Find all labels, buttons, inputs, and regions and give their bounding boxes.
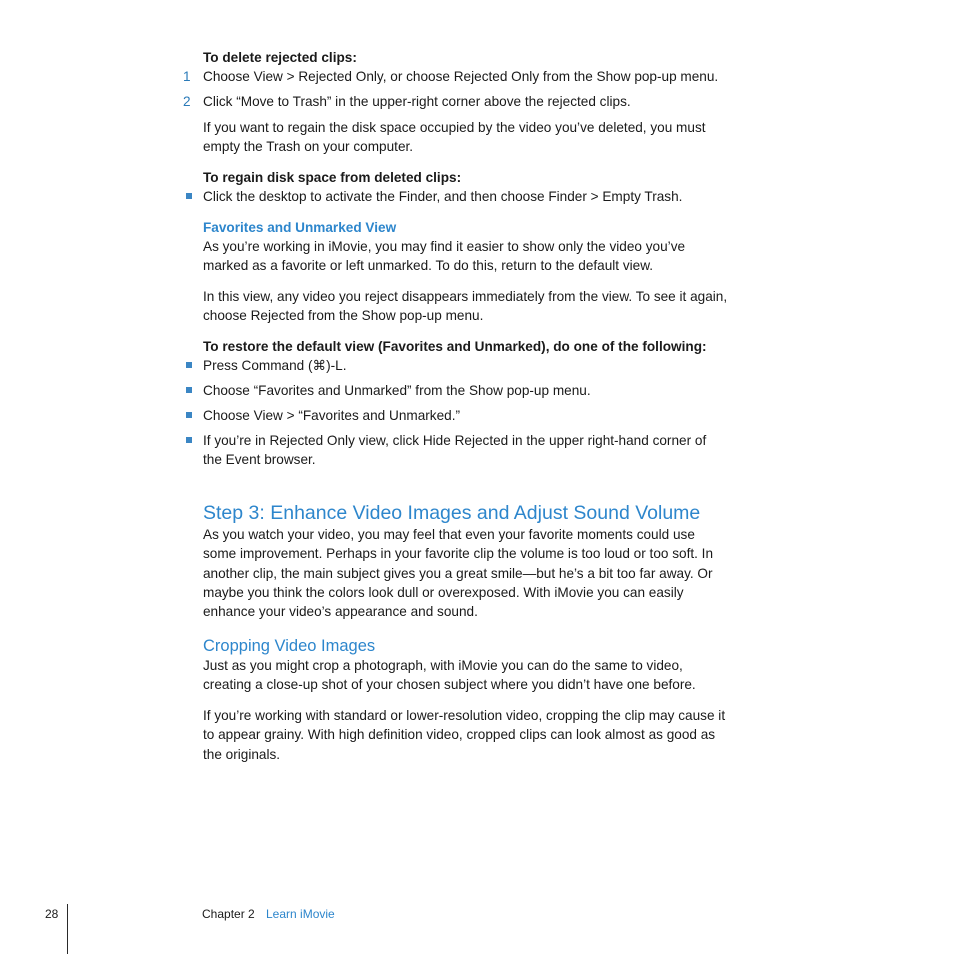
list-item: Press Command (⌘)-L. xyxy=(203,358,347,373)
favorites-heading: Favorites and Unmarked View xyxy=(203,220,397,235)
list-item: Choose View > “Favorites and Unmarked.” xyxy=(203,408,461,423)
bullet-icon xyxy=(186,362,192,368)
cropping-heading: Cropping Video Images xyxy=(203,637,376,655)
list-item: Choose “Favorites and Unmarked” from the Show pop-up menu. xyxy=(203,383,591,398)
cropping-paragraph: If you’re working with standard or lower-resolution video, cropping the clip may cause it to appear grainy. With high definition video, cropped clips can look almost as good as the originals. xyxy=(203,708,726,762)
page-number: 28 xyxy=(45,907,59,921)
step-text: Click “Move to Trash” in the upper-right corner above the rejected clips. xyxy=(203,94,631,109)
bullet-icon xyxy=(186,412,192,418)
trash-note: If you want to regain the disk space occupied by the video you’ve deleted, you must empty the Trash on your computer. xyxy=(203,120,706,155)
footer-chapter-label: Chapter 2 xyxy=(202,907,255,921)
footer-divider xyxy=(67,904,68,954)
step3-heading: Step 3: Enhance Video Images and Adjust Sound Volume xyxy=(203,502,701,524)
restore-view-heading: To restore the default view (Favorites and Unmarked), do one of the following: xyxy=(203,339,707,354)
list-item: If you’re in Rejected Only view, click Hide Rejected in the upper right-hand corner of the Event browser. xyxy=(203,433,707,468)
step-number: 2 xyxy=(183,94,191,109)
bullet-icon xyxy=(186,193,192,199)
step3-paragraph: As you watch your video, you may feel that even your favorite moments could use some improvement. Perhaps in your favorite clip the volume is too loud or too soft. In another clip, the main subject gives you a great smile—but he’s a bit too far away. Or maybe you think the colors look dull or overexposed. With iMovie you can easily enhance your video’s appearance and sound. xyxy=(203,527,714,620)
step-text: Choose View > Rejected Only, or choose Rejected Only from the Show pop-up menu. xyxy=(203,69,719,84)
regain-space-heading: To regain disk space from deleted clips: xyxy=(203,170,462,185)
favorites-paragraph: As you’re working in iMovie, you may find it easier to show only the video you’ve marked as a favorite or left unmarked. To do this, return to the default view. xyxy=(203,239,686,274)
footer-chapter-title: Learn iMovie xyxy=(266,907,335,921)
favorites-paragraph: In this view, any video you reject disappears immediately from the view. To see it again, choose Rejected from the Show pop-up menu. xyxy=(203,289,728,324)
bullet-icon xyxy=(186,437,192,443)
cropping-paragraph: Just as you might crop a photograph, with iMovie you can do the same to video, creating a close-up shot of your chosen subject where you didn’t have one before. xyxy=(203,658,696,693)
bullet-icon xyxy=(186,387,192,393)
step-number: 1 xyxy=(183,69,191,84)
delete-clips-heading: To delete rejected clips: xyxy=(203,50,357,65)
list-item: Click the desktop to activate the Finder, and then choose Finder > Empty Trash. xyxy=(203,189,683,204)
